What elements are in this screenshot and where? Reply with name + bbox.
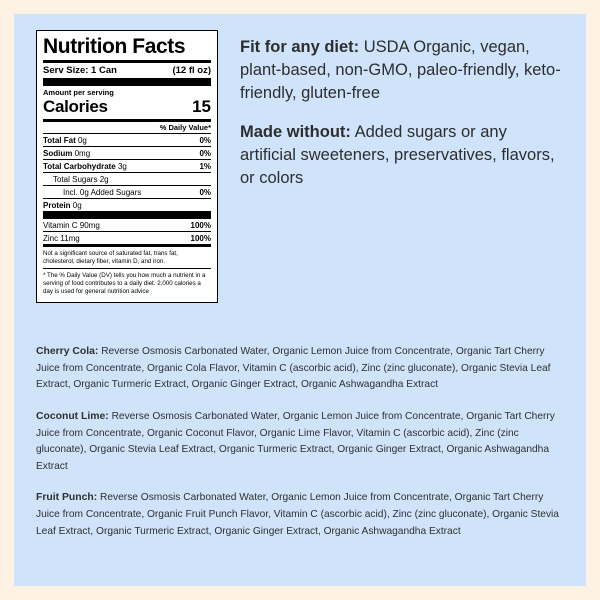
- serving-label: Serv Size: 1 Can: [43, 65, 117, 77]
- nutrient-name: Incl. 0g Added Sugars: [63, 187, 142, 197]
- table-row: [43, 134, 211, 146]
- nutrient-name: Vitamin C 90mg: [43, 220, 100, 230]
- nutrient-label: Sodium: [43, 148, 73, 158]
- divider: [43, 78, 211, 86]
- info-panel: [14, 14, 586, 586]
- calories-row: [43, 97, 211, 119]
- nutrient-name: [43, 162, 127, 171]
- nutrient-amount: 3g: [117, 161, 127, 171]
- ingredient-paragraph: [36, 409, 566, 475]
- nutrient-label: Protein: [43, 200, 71, 210]
- nutrient-amount: 0g: [72, 200, 82, 210]
- nutrient-dv: 0%: [199, 135, 211, 145]
- nutrient-dv: 0%: [199, 148, 211, 158]
- fit-for-any-diet-text: USDA Organic, vegan, plant-based, non-GMO, paleo-friendly, keto-friendly, gluten-free: [240, 38, 561, 102]
- ingredient-paragraph: [36, 344, 566, 394]
- nutrient-name: Zinc 11mg: [43, 233, 80, 243]
- ingredient-block-coconut-lime: [36, 409, 566, 475]
- serving-size: (12 fl oz): [172, 65, 211, 77]
- nutrient-label: Total Carbohydrate: [43, 161, 116, 171]
- ingredient-list: Reverse Osmosis Carbonated Water, Organic Lemon Juice from Concentrate, Organic Tart Cherry Juice from Concentrate, Organic Fruit Punch Flavor, Vitamin C (ascorbic acid), Zinc (zinc gluconate), Organic Stevia Leaf Extract, Organic Turmeric Extract, Organic Ginger Extract, Organic Ashwagandha Extract: [36, 492, 559, 537]
- nutrition-facts-label: [36, 30, 218, 303]
- amount-per-serving-label: Amount per serving: [43, 88, 114, 98]
- ingredient-list: Reverse Osmosis Carbonated Water, Organic Lemon Juice from Concentrate, Organic Tart Cherry Juice from Concentrate, Organic Coconut Flavor, Organic Lime Flavor, Vitamin C (ascorbic acid), Zinc (zinc gluconate), Organic Stevia Leaf Extract, Organic Turmeric Extract, Organic Ginger Extract, Organic Ashwagandha Extract: [36, 410, 555, 472]
- nutrient-label: Total Fat: [43, 135, 76, 145]
- table-row: [43, 186, 211, 198]
- nutrient-amount: 0mg: [74, 148, 91, 158]
- table-row: [43, 160, 211, 172]
- ingredient-block-cherry-cola: [36, 344, 566, 394]
- ingredient-list: Reverse Osmosis Carbonated Water, Organic Lemon Juice from Concentrate, Organic Tart Cherry Juice from Concentrate, Organic Cola Flavor, Vitamin C (ascorbic acid), Zinc (zinc gluconate), Organic Stevia Leaf Extract, Organic Turmeric Extract, Organic Ginger Extract, Organic Ashwagandha Extract: [36, 346, 551, 391]
- flavor-name: Coconut Lime:: [36, 410, 109, 422]
- table-row: [43, 232, 211, 244]
- nutrient-name: [53, 175, 109, 184]
- nutrient-amount: 0g: [77, 135, 87, 145]
- nutrient-amount: 2g: [99, 174, 109, 184]
- ingredients-section: [36, 344, 566, 555]
- ingredient-paragraph: [36, 490, 566, 540]
- nutrient-label: Total Sugars: [53, 174, 98, 184]
- calories-label: Calories: [43, 97, 108, 117]
- table-row: [43, 173, 211, 185]
- made-without: [240, 121, 564, 189]
- flavor-name: Fruit Punch:: [36, 492, 98, 504]
- fit-for-any-diet-label: Fit for any diet:: [240, 38, 360, 56]
- table-row: [43, 219, 211, 231]
- nutrient-dv: 100%: [190, 233, 211, 243]
- flavor-name: Cherry Cola:: [36, 346, 99, 357]
- nutrient-dv: 1%: [199, 161, 211, 171]
- not-significant-source-note: Not a significant source of saturated fat, trans fat, cholesterol, dietary fiber, vitamin D, and iron.: [43, 250, 178, 265]
- nutrient-dv: 0%: [199, 187, 211, 197]
- calories-value: 15: [192, 97, 211, 117]
- nutrient-name: [43, 149, 90, 158]
- ingredient-block-fruit-punch: [36, 490, 566, 540]
- nutrient-name: [43, 136, 87, 145]
- made-without-text: Added sugars or any artificial sweeteners, preservatives, flavors, or colors: [240, 123, 555, 187]
- nutrition-facts-title: Nutrition Facts: [43, 35, 186, 58]
- top-section: [36, 30, 564, 303]
- table-row: [43, 147, 211, 159]
- daily-value-footnote: * The % Daily Value (DV) tells you how much a nutrient in a serving of food contributes to a daily diet. 2,000 calories a day is used for general nutrition advice: [43, 271, 206, 295]
- serving-size-row: [43, 63, 211, 78]
- table-row: [43, 199, 211, 211]
- daily-value-header: % Daily Value*: [159, 123, 211, 133]
- divider: [43, 211, 211, 219]
- diet-claims: [240, 30, 564, 207]
- nutrient-name: [43, 201, 82, 210]
- fit-for-any-diet: [240, 36, 564, 104]
- panel-content: [14, 14, 586, 586]
- made-without-label: Made without:: [240, 123, 351, 142]
- nutrient-dv: 100%: [190, 220, 211, 230]
